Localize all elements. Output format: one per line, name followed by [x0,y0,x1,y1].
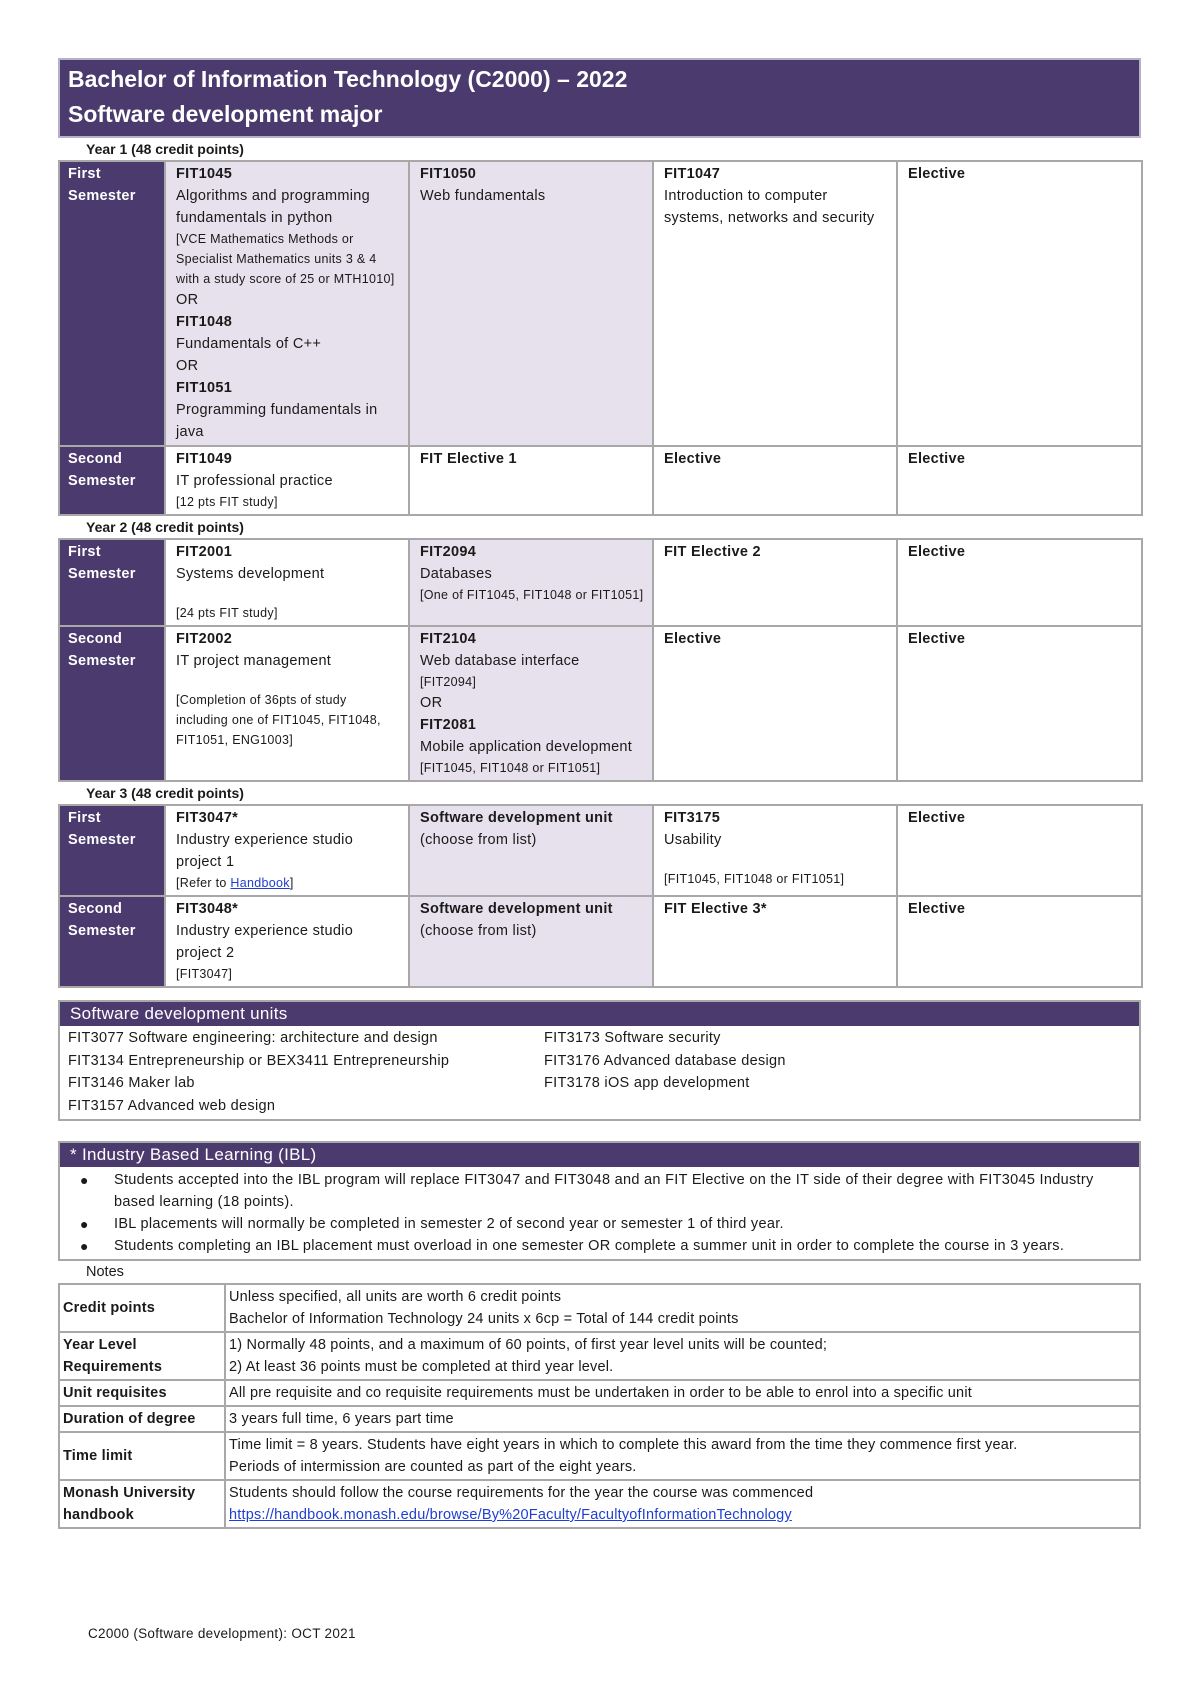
unit-name-text: Mobile application development [420,739,633,755]
unit-cell [165,446,409,515]
unit-name-text: Industry experience studio project 2 [176,923,354,961]
unit-requisite [176,964,400,984]
notes-row-label: Unit requisites [59,1380,225,1406]
semester-label [59,446,165,515]
notes-row-value [225,1480,1140,1528]
unit-code [908,448,1133,470]
unit-code [908,628,1133,650]
unit-code-text: Elective [908,451,966,467]
unit-code [908,898,1133,920]
notes-row-label: Credit points [59,1284,225,1332]
unit-cell [409,161,653,446]
unit-code [908,163,1133,185]
notes-row [59,1432,1140,1480]
unit-code [664,448,888,470]
unit-code [420,163,644,185]
unit-name [176,470,400,492]
unit-name-text: (choose from list) [420,923,537,939]
unit-name [176,563,400,585]
unit-code-text: FIT3048* [176,901,239,917]
notes-line: 1) Normally 48 points, and a maximum of 60 points, of first year level units will be counted; [229,1337,828,1353]
semester-label-line: Second [68,451,123,467]
unit-name [664,829,888,851]
unit-code-text: Elective [908,544,966,560]
unit-name [420,692,644,714]
notes-line: Students should follow the course requirements for the year the course was commenced [229,1485,814,1501]
unit-cell [897,626,1142,781]
unit-code [908,807,1133,829]
unit-name-text: Algorithms and programming fundamentals in python [176,188,370,226]
sd-unit-item: FIT3176 Advanced database design [544,1052,786,1069]
semester-label [59,896,165,987]
unit-requisite-text: [FIT2094] [420,675,477,689]
unit-requisite-text: [One of FIT1045, FIT1048 or FIT1051] [420,588,644,602]
unit-code-text: FIT1045 [176,166,233,182]
unit-cell [653,805,897,896]
ibl-item-text: Students completing an IBL placement must overload in one semester OR complete a summer unit in order to complete the course in 3 years. [114,1238,1065,1254]
unit-code-text: FIT1047 [664,166,721,182]
unit-name-text: Fundamentals of C++ [176,336,322,352]
unit-cell [165,896,409,987]
year-table [58,804,1143,988]
semester-label-line: Second [68,631,123,647]
unit-name [176,355,400,377]
handbook-link[interactable]: Handbook [230,876,290,890]
sd-units-box [58,1000,1141,1121]
unit-code [176,628,400,650]
semester-label [59,805,165,896]
semester-row [59,896,1142,987]
unit-name [420,563,644,585]
years-container [58,138,1141,988]
unit-cell [653,446,897,515]
unit-name-text: OR [420,695,443,711]
unit-name-text: Systems development [176,566,325,582]
semester-label [59,161,165,446]
semester-row [59,539,1142,626]
unit-cell [409,539,653,626]
sd-units-right-column [544,1027,1020,1117]
notes-line: Periods of intermission are counted as part of the eight years. [229,1459,637,1475]
semester-label-line: Semester [68,832,136,848]
semester-label-line: Semester [68,923,136,939]
unit-cell [653,896,897,987]
unit-code-text: FIT1048 [176,314,233,330]
major-title: Software development major [68,101,383,127]
unit-name-text: OR [176,358,199,374]
notes-row-value [225,1406,1140,1432]
unit-name [420,185,644,207]
bullet-icon: ● [80,1216,89,1232]
semester-label-line: Second [68,901,123,917]
unit-name [176,399,400,443]
unit-requisite-text: [FIT1045, FIT1048 or FIT1051] [420,761,601,775]
unit-code-text: Elective [908,901,966,917]
unit-requisite-text: [Refer to [176,876,231,890]
unit-code [908,541,1133,563]
unit-code [664,541,888,563]
unit-code-text: FIT3175 [664,810,721,826]
unit-requisite [176,873,400,893]
unit-requisite [176,603,400,623]
unit-code-text: FIT2104 [420,631,477,647]
semester-label-line: Semester [68,566,136,582]
sd-units-left-column [68,1027,544,1117]
unit-name [176,920,400,964]
year-label: Year 2 (48 credit points) [86,519,244,535]
unit-name-text: Programming fundamentals in java [176,402,378,440]
unit-name-text: Industry experience studio project 1 [176,832,354,870]
unit-name-text: IT project management [176,653,332,669]
semester-label-line: Semester [68,188,136,204]
unit-code-text: FIT Elective 1 [420,451,517,467]
unit-code-text: FIT3047* [176,810,239,826]
notes-line: Time limit = 8 years. Students have eight years in which to complete this award from the time they commence first year. [229,1437,1018,1453]
ibl-item-text: Students accepted into the IBL program will replace FIT3047 and FIT3048 and an FIT Elective on the IT side of their degree with FIT3045 Industry based learning (18 points). [114,1172,1094,1210]
unit-code-text: FIT2001 [176,544,233,560]
unit-code-text: Elective [908,166,966,182]
unit-cell [409,626,653,781]
unit-requisite [664,869,888,889]
semester-row [59,805,1142,896]
unit-code [176,377,400,399]
unit-cell [165,161,409,446]
semester-row [59,446,1142,515]
notes-line: Bachelor of Information Technology 24 units x 6cp = Total of 144 credit points [229,1311,739,1327]
unit-name [420,829,644,851]
unit-code [176,163,400,185]
notes-row-value [225,1332,1140,1380]
notes-line: All pre requisite and co requisite requirements must be undertaken in order to be able to enrol into a specific unit [229,1385,972,1401]
unit-name-text: Usability [664,832,722,848]
unit-code [420,541,644,563]
unit-code [664,163,888,185]
sd-unit-item: FIT3134 Entrepreneurship or BEX3411 Entrepreneurship [68,1052,450,1069]
unit-code-text: Software development unit [420,901,613,917]
notes-row [59,1284,1140,1332]
semester-label-line: First [68,544,101,560]
unit-code [420,628,644,650]
unit-requisite [176,690,400,750]
unit-code [664,898,888,920]
notes-row-value [225,1432,1140,1480]
ibl-item [60,1235,1129,1257]
unit-name-text: Databases [420,566,493,582]
unit-requisite-text: [VCE Mathematics Methods or Specialist Mathematics units 3 & 4 with a study score of 25 or MTH1010] [176,232,395,286]
sd-unit-item: FIT3077 Software engineering: architecture and design [68,1030,438,1046]
unit-requisite-text: [FIT3047] [176,967,233,981]
course-map [58,58,1141,1529]
unit-name [420,920,644,942]
notes-row [59,1332,1140,1380]
unit-name [420,736,644,758]
unit-requisite [420,585,644,605]
unit-requisite [420,758,644,778]
notes-label: Notes [86,1264,124,1280]
unit-cell [653,161,897,446]
semester-label-line: Semester [68,473,136,489]
unit-code [420,714,644,736]
notes-row-value [225,1380,1140,1406]
unit-code-text: FIT2094 [420,544,477,560]
title-banner [58,58,1141,138]
notes-row [59,1380,1140,1406]
unit-cell [409,446,653,515]
unit-requisite [176,229,400,289]
unit-cell [409,805,653,896]
year-table [58,538,1143,782]
semester-row [59,626,1142,781]
unit-name [176,650,400,672]
unit-name-text: IT professional practice [176,473,333,489]
unit-cell [165,626,409,781]
ibl-item [60,1169,1129,1213]
unit-requisite [420,672,644,692]
unit-code [176,311,400,333]
unit-name-text: Web database interface [420,653,580,669]
notes-row-label: Duration of degree [59,1406,225,1432]
sd-units-heading: Software development units [60,1002,1139,1026]
unit-cell [165,539,409,626]
unit-code [664,807,888,829]
notes-line: Unless specified, all units are worth 6 credit points [229,1289,562,1305]
unit-cell [897,161,1142,446]
unit-code-text: FIT Elective 2 [664,544,761,560]
unit-code-text: Elective [664,631,722,647]
course-title: Bachelor of Information Technology (C2000) – 2022 [68,66,628,92]
unit-code [176,807,400,829]
unit-code-text: Elective [908,810,966,826]
ibl-heading: * Industry Based Learning (IBL) [60,1143,1139,1167]
unit-code-text: FIT1050 [420,166,477,182]
notes-row-value [225,1284,1140,1332]
semester-label-line: First [68,810,101,826]
unit-code [420,807,644,829]
unit-code-text: FIT2002 [176,631,233,647]
unit-requisite-close: ] [289,876,294,890]
unit-cell [897,446,1142,515]
semester-row [59,161,1142,446]
bullet-icon: ● [80,1172,89,1188]
notes-row-label: Year Level Requirements [59,1332,225,1380]
unit-name [420,650,644,672]
unit-name [176,289,400,311]
sd-unit-item: FIT3178 iOS app development [544,1075,750,1091]
ibl-box [58,1141,1141,1261]
unit-requisite-text: [24 pts FIT study] [176,606,278,620]
unit-cell [653,539,897,626]
ibl-item [60,1213,1129,1235]
year-label: Year 3 (48 credit points) [86,785,244,801]
unit-name [176,829,400,873]
semester-label-line: First [68,166,101,182]
ibl-list [60,1167,1139,1259]
unit-code-text: Elective [908,631,966,647]
unit-name [176,333,400,355]
unit-cell [897,539,1142,626]
unit-requisite-text: [12 pts FIT study] [176,495,278,509]
page-footer: C2000 (Software development): OCT 2021 [88,1626,356,1641]
unit-code [176,448,400,470]
sd-unit-item: FIT3146 Maker lab [68,1075,195,1091]
handbook-url-link[interactable]: https://handbook.monash.edu/browse/By%20Faculty/FacultyofInformationTechnology [229,1507,792,1523]
unit-name [664,185,888,229]
semester-label [59,539,165,626]
unit-cell [653,626,897,781]
notes-row-label: Monash University handbook [59,1480,225,1528]
notes-table [58,1283,1141,1529]
unit-name [176,185,400,229]
unit-cell [409,896,653,987]
unit-cell [897,805,1142,896]
notes-line: 3 years full time, 6 years part time [229,1411,454,1427]
unit-code [176,898,400,920]
notes-row [59,1406,1140,1432]
notes-row-label: Time limit [59,1432,225,1480]
unit-code [420,898,644,920]
unit-requisite [176,492,400,512]
unit-cell [165,805,409,896]
unit-name-text: OR [176,292,199,308]
unit-code-text: FIT Elective 3* [664,901,767,917]
unit-cell [897,896,1142,987]
sd-unit-item: FIT3157 Advanced web design [68,1097,276,1114]
unit-code [420,448,644,470]
unit-code [176,541,400,563]
unit-code-text: FIT1051 [176,380,233,396]
ibl-item-text: IBL placements will normally be completed in semester 2 of second year or semester 1 of third year. [114,1216,784,1232]
year-table [58,160,1143,516]
semester-label-line: Semester [68,653,136,669]
unit-code-text: Elective [664,451,722,467]
unit-requisite-text: [Completion of 36pts of study including one of FIT1045, FIT1048, FIT1051, ENG1003] [176,693,381,747]
notes-row [59,1480,1140,1528]
bullet-icon: ● [80,1238,89,1254]
unit-requisite-text: [FIT1045, FIT1048 or FIT1051] [664,872,845,886]
sd-unit-item: FIT3173 Software security [544,1030,721,1046]
unit-name-text: (choose from list) [420,832,537,848]
unit-code [664,628,888,650]
unit-code-text: FIT1049 [176,451,233,467]
unit-code-text: FIT2081 [420,717,477,733]
unit-code-text: Software development unit [420,810,613,826]
notes-line: 2) At least 36 points must be completed at third year level. [229,1359,614,1375]
unit-name-text: Web fundamentals [420,188,546,204]
semester-label [59,626,165,781]
unit-name-text: Introduction to computer systems, networks and security [664,188,875,226]
year-label: Year 1 (48 credit points) [86,141,244,157]
